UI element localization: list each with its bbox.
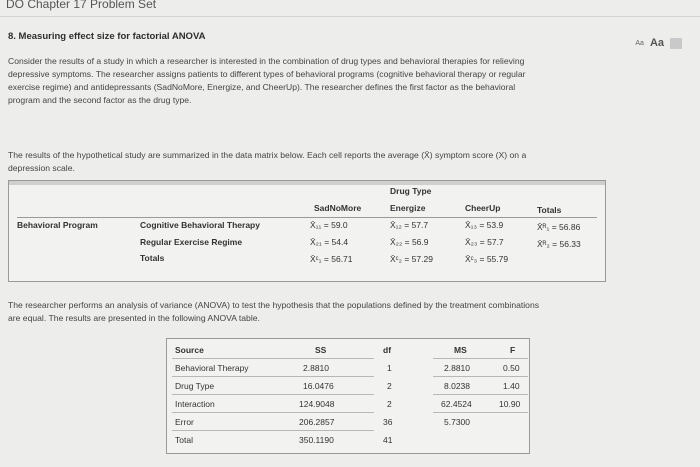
intro-paragraph (8, 55, 668, 107)
data-matrix (8, 180, 606, 282)
anova-row-interaction-f: 10.90 (499, 399, 521, 409)
cell-total-sadnomore: X̄ᶜ₁ = 56.71 (310, 254, 353, 264)
results-paragraph (8, 149, 668, 175)
col-header-cheerup: CheerUp (465, 203, 501, 213)
factor-b-label: Drug Type (390, 186, 432, 196)
anova-line: are equal. The results are presented in the following ANOVA table. (8, 313, 260, 323)
anova-row-interaction-df: 2 (387, 399, 392, 409)
col-header-sadnomore: SadNoMore (314, 203, 362, 213)
row-label-cbt: Cognitive Behavioral Therapy (140, 220, 260, 230)
col-header-energize: Energize (390, 203, 426, 213)
cell-cbt-total: X̄ᴿ₁ = 56.86 (537, 222, 581, 232)
anova-row-error-ms: 5.7300 (444, 417, 470, 427)
decrease-font-button[interactable]: Aa (635, 39, 644, 47)
anova-divider (172, 394, 374, 395)
intro-line: program and the second factor as the drug type. (8, 95, 192, 105)
intro-line: Consider the results of a study in which a researcher is interested in the combination of drug types and behavioral therapies for relieving (8, 56, 525, 66)
anova-row-behavioral-df: 1 (387, 363, 392, 373)
anova-row-behavioral-ms: 2.8810 (444, 363, 470, 373)
cell-total-energize: X̄ᶜ₂ = 57.29 (390, 254, 433, 264)
anova-row-drug-source: Drug Type (175, 381, 215, 391)
anova-divider (433, 358, 528, 359)
cell-cbt-cheerup: X̄₁₃ = 53.9 (465, 220, 504, 230)
anova-divider (172, 358, 374, 359)
intro-line: exercise regime) and antidepressants (SadNoMore, Energize, and CheerUp). The researcher defines the first factor as the behavioral (8, 82, 516, 92)
anova-divider (172, 376, 374, 377)
cell-cbt-energize: X̄₁₂ = 57.7 (390, 220, 429, 230)
cell-exercise-energize: X̄₂₂ = 56.9 (390, 237, 429, 247)
cell-cbt-sadnomore: X̄₁₁ = 59.0 (310, 220, 348, 230)
cell-exercise-cheerup: X̄₂₃ = 57.7 (465, 237, 504, 247)
header-divider (0, 16, 700, 17)
results-line: depression scale. (8, 163, 75, 173)
factor-a-label: Behavioral Program (17, 220, 98, 230)
anova-row-interaction-ms: 62.4524 (441, 399, 472, 409)
anova-row-interaction-ss: 124.9048 (299, 399, 335, 409)
document-icon[interactable] (670, 38, 682, 49)
anova-divider (172, 412, 374, 413)
anova-row-total-df: 41 (383, 435, 393, 445)
anova-row-drug-f: 1.40 (503, 381, 520, 391)
anova-paragraph (8, 299, 668, 325)
anova-divider (433, 394, 528, 395)
anova-divider (433, 376, 528, 377)
cell-total-cheerup: X̄ᶜ₃ = 55.79 (465, 254, 509, 264)
anova-row-error-ss: 206.2857 (299, 417, 335, 427)
anova-row-drug-ms: 8.0238 (444, 381, 470, 391)
row-label-exercise: Regular Exercise Regime (140, 237, 243, 247)
anova-divider (172, 430, 374, 431)
anova-row-drug-df: 2 (387, 381, 392, 391)
totals-header: Totals (537, 205, 562, 215)
anova-row-behavioral-source: Behavioral Therapy (175, 363, 249, 373)
results-line: The results of the hypothetical study are summarized in the data matrix below. Each cell reports the average (X̄) symptom score (X) on a (8, 150, 527, 160)
row-label-totals: Totals (140, 253, 165, 263)
anova-header-df: df (383, 345, 392, 355)
increase-font-button[interactable]: Aa (649, 37, 664, 49)
anova-row-behavioral-f: 0.50 (503, 363, 520, 373)
problem-title: 8. Measuring effect size for factorial ANOVA (8, 31, 206, 42)
intro-line: depressive symptoms. The researcher assigns patients to different types of behavioral programs (cognitive behavioral therapy or regular (8, 69, 526, 79)
anova-divider (433, 412, 528, 413)
font-size-controls (635, 37, 682, 49)
chapter-title: DO Chapter 17 Problem Set (6, 0, 157, 11)
matrix-divider (17, 217, 597, 218)
cell-exercise-total: X̄ᴿ₂ = 56.33 (537, 239, 581, 249)
anova-header-ms: MS (454, 345, 467, 355)
anova-line: The researcher performs an analysis of variance (ANOVA) to test the hypothesis that the populations defined by the treatment combinations (8, 300, 540, 310)
anova-row-interaction-source: Interaction (175, 399, 215, 409)
cell-exercise-sadnomore: X̄₂₁ = 54.4 (310, 237, 349, 247)
anova-header-f: F (510, 345, 516, 355)
anova-row-drug-ss: 16.0476 (303, 381, 334, 391)
matrix-top-band (9, 181, 605, 185)
anova-row-error-source: Error (175, 417, 194, 427)
anova-row-error-df: 36 (383, 417, 393, 427)
anova-row-behavioral-ss: 2.8810 (303, 363, 329, 373)
anova-header-ss: SS (315, 345, 327, 355)
anova-header-source: Source (175, 345, 204, 355)
anova-row-total-ss: 350.1190 (299, 435, 334, 445)
anova-table (166, 338, 530, 454)
anova-row-total-source: Total (175, 435, 193, 445)
